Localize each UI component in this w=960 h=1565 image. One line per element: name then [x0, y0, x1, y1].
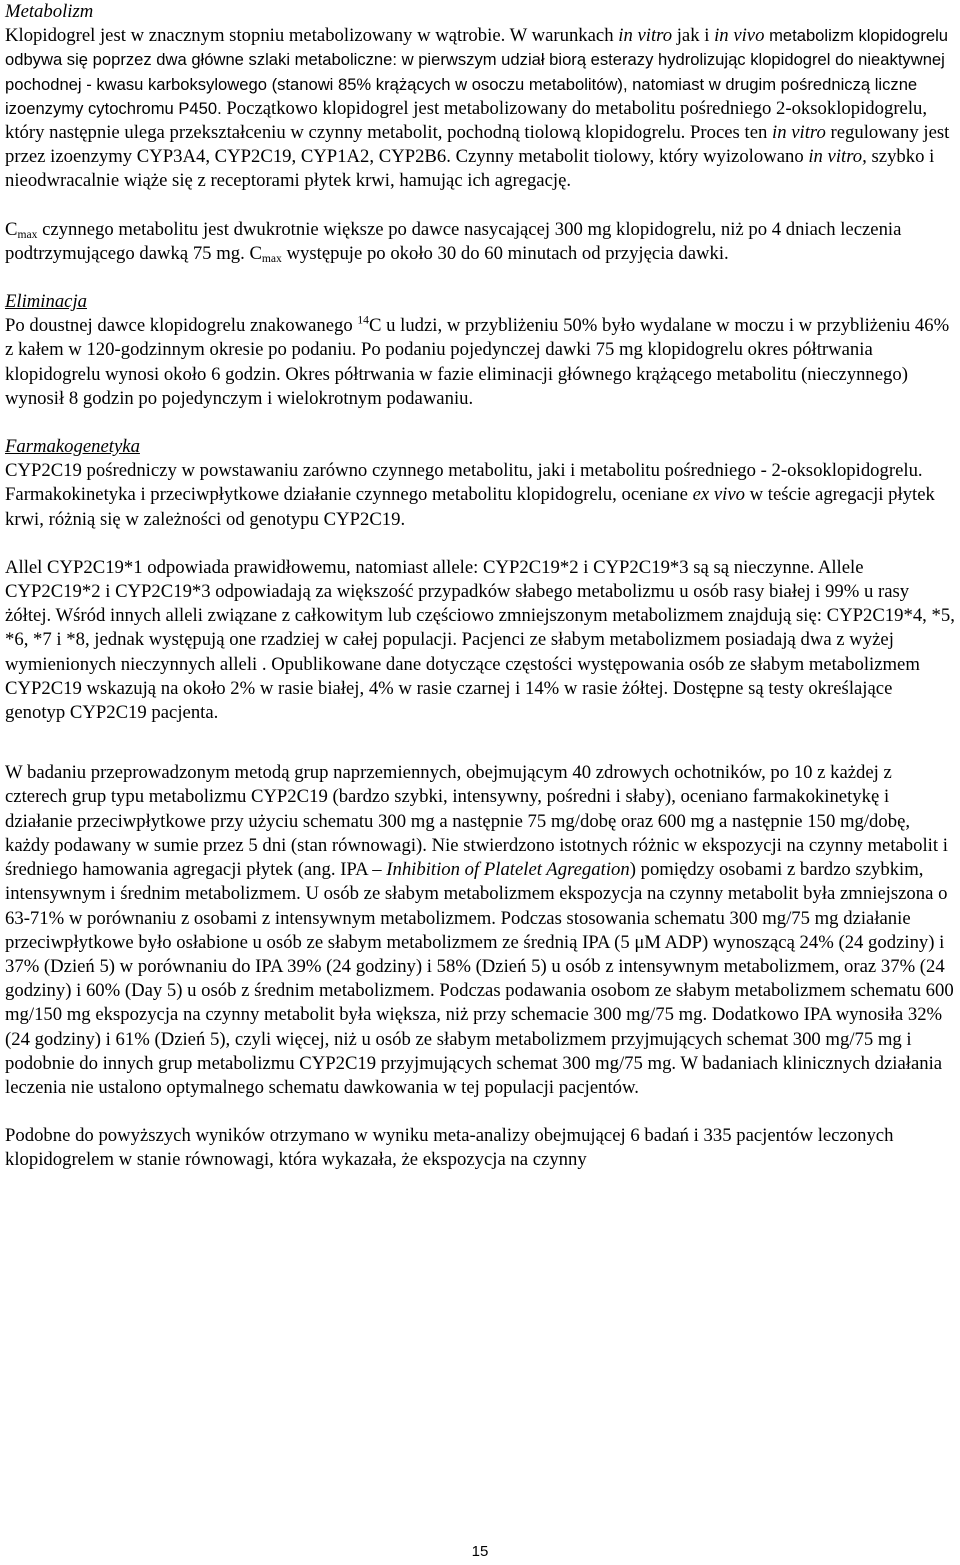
text-run: w teście agregacji płytek krwi, różnią się w zależności od genotypu CYP2C19.: [5, 484, 935, 530]
superscript: 14: [357, 313, 369, 327]
text-run: CYP2C19 pośredniczy w powstawaniu zarówno czynnego metabolitu, jaki i metabolitu pośredniego - 2-oksoklopidogrelu. Farmakokinetyka i przeciwpłytkowe działanie czynnego metabolitu klopidogrelu, oceniane: [5, 460, 923, 506]
sans-text-run: metabolizm klopidogrelu odbywa się poprzez dwa główne szlaki metaboliczne: w pierwszym udział biorą esterazy hydrolizując klopidogrel do nieaktywnej pochodnej - kwasu karboksylowego (stanowi 85% krążących w osoczu metabolitów), natomiast w drugim pośredniczą liczne izoenzymy cytochromu P450.: [5, 26, 948, 118]
text-run: C: [249, 242, 262, 264]
pharmacogenetics-paragraph-4: Podobne do powyższych wyników otrzymano w wyniku meta-analizy obejmującej 6 badań i 335 pacjentów leczonych klopidogrelem w stanie równowagi, która wykazała, że ekspozycja na czynny: [5, 1125, 894, 1171]
text-run: C: [5, 218, 18, 240]
text-run: C u ludzi, w przybliżeniu 50% było wydalane w moczu i w przybliżeniu 46% z kałem w 120-godzinnym okresie po podaniu. Po podaniu pojedynczej dawki 75 mg klopidogrelu okres półtrwania klopidogrelu wynosi około 6 godzin. Okres półtrwania w fazie eliminacji głównego krążącego metabolitu (nieczynnego) wynosił 8 godzin po pojedynczym i wielokrotnym podawaniu.: [5, 315, 950, 409]
elimination-heading: Eliminacja: [5, 291, 88, 313]
italic-run: in vitro,: [808, 146, 867, 168]
text-run: Klopidogrel jest w znacznym stopniu metabolizowany w wątrobie. W warunkach: [5, 25, 619, 47]
subscript: max: [261, 251, 282, 265]
subscript: max: [17, 227, 38, 241]
text-run: Początkowo klopidogrel jest metabolizowany do metabolitu pośredniego 2-oksoklopidogrelu, który następnie ulega przekształceniu w czynny metabolit, pochodną tiolową klopidogrelu. Proces ten: [5, 97, 928, 144]
pharmacogenetics-heading: Farmakogenetyka: [5, 436, 140, 458]
page-number: 15: [471, 1543, 489, 1560]
pharmacogenetics-paragraph-1: [5, 459, 955, 532]
italic-run: in vitro: [772, 122, 826, 144]
metabolism-paragraph: [5, 24, 955, 193]
metabolism-heading: Metabolizm: [5, 1, 94, 22]
italic-run: in vitro: [618, 25, 673, 47]
pharmacogenetics-paragraph-2: Allel CYP2C19*1 odpowiada prawidłowemu, natomiast allele: CYP2C19*2 i CYP2C19*3 są są nieczynne. Allele CYP2C19*2 i CYP2C19*3 odpowiadają za większość przypadków słabego metabolizmu u osób rasy białej i 99% u rasy żółtej. Wśród innych alleli związane z całkowitym lub częściowo zmniejszonym metabolizmem znajdują się: CYP2C19*4, *5, *6, *7 i *8, jednak występują one rzadziej w całej populacji. Pacjenci ze słabym metabolizmem posiadają dwa z wyżej wymienionych nieczynnych alleli . Opublikowane dane dotyczące częstości występowania osób ze słabym metabolizmem CYP2C19 wskazują na około 2% w rasie białej, 4% w rasie czarnej i 14% w rasie żółtej. Dostępne są testy określające genotyp CYP2C19 pacjenta.: [5, 556, 955, 724]
document-page: [5, 0, 955, 1173]
text-run: W badaniu przeprowadzonym metodą grup naprzemiennych, obejmującym 40 zdrowych ochotników, po 10 z każdej z czterech grup typu metabolizmu CYP2C19 (bardzo szybki, intensywny, pośredni i słaby), oceniano farmakokinetykę i działanie przeciwpłytkowe przy użyciu schematu 300 mg a następnie 75 mg/dobę oraz 600 mg a następnie 150 mg/dobę, każdy podawany w sumie przez 5 dni (stan równowagi). Nie stwierdzono istotnych różnic w ekspozycji na czynny metabolit i średniego hamowania agregacji płytek (ang. IPA –: [5, 762, 948, 881]
text-run: szybko i nieodwracalnie wiąże się z receptorami płytek krwi, hamując ich agregację.: [5, 146, 935, 192]
text-run: czynnego metabolitu jest dwukrotnie większe po dawce nasycającej 300 mg klopidogrelu, niż po 4 dniach leczenia podtrzymującego dawką 75 mg.: [5, 218, 902, 264]
text-run: regulowany jest przez izoenzymy CYP3A4, CYP2C19, CYP1A2, CYP2B6. Czynny metabolit tiolowy, który wyizolowano: [5, 122, 950, 168]
italic-run: in vivo: [714, 25, 765, 47]
text-run: Po doustnej dawce klopidogrelu znakowanego: [5, 315, 358, 337]
cmax-paragraph: [5, 218, 955, 266]
text-run: ) pomiędzy osobami z bardzo szybkim, intensywnym i średnim metabolizmem. U osób ze słabym metabolizmem ekspozycja na czynny metabolit była zmniejszona o 63-71% w porównaniu z osobami z intensywnym metabolizmem. Podczas stosowania schematu 300 mg/75 mg działanie przeciwpłytkowe było osłabione u osób ze słabym metabolizmem ze średnią IPA (5 μM ADP) wynoszącą 24% (24 godziny) i 37% (Dzień 5) w porównaniu do IPA 39% (24 godziny) i 58% (Dzień 5) u osób z intensywnym metabolizmem, oraz 37% (24 godziny) i 60% (Day 5) u osób z średnim metabolizmem. Podczas podawania osobom ze słabym metabolizmem schematu 600 mg/150 mg ekspozycja na czynny metabolit była większa, niż przy schemacie 300 mg/75 mg. Dodatkowo IPA wynosiła 32% (24 godziny) i 61% (Dzień 5), czyli więcej, niż u osób ze słabym metabolizmem przyjmujących schemat 300 mg/75 mg i podobnie do innych grup metabolizmu CYP2C19 przyjmujących schemat 300 mg/75 mg. W badaniach klinicznych działania leczenia nie ustalono optymalnego schematu dawkowania w tej populacji pacjentów.: [5, 859, 954, 1098]
pharmacogenetics-paragraph-3: [5, 761, 955, 1100]
italic-run: ex vivo: [692, 484, 745, 506]
text-run: występuje po około 30 do 60 minutach od przyjęcia dawki.: [281, 242, 729, 264]
text-run: jak i: [672, 25, 715, 47]
italic-run: Inhibition of Platelet Agregation: [386, 859, 630, 881]
elimination-paragraph: [5, 314, 955, 411]
